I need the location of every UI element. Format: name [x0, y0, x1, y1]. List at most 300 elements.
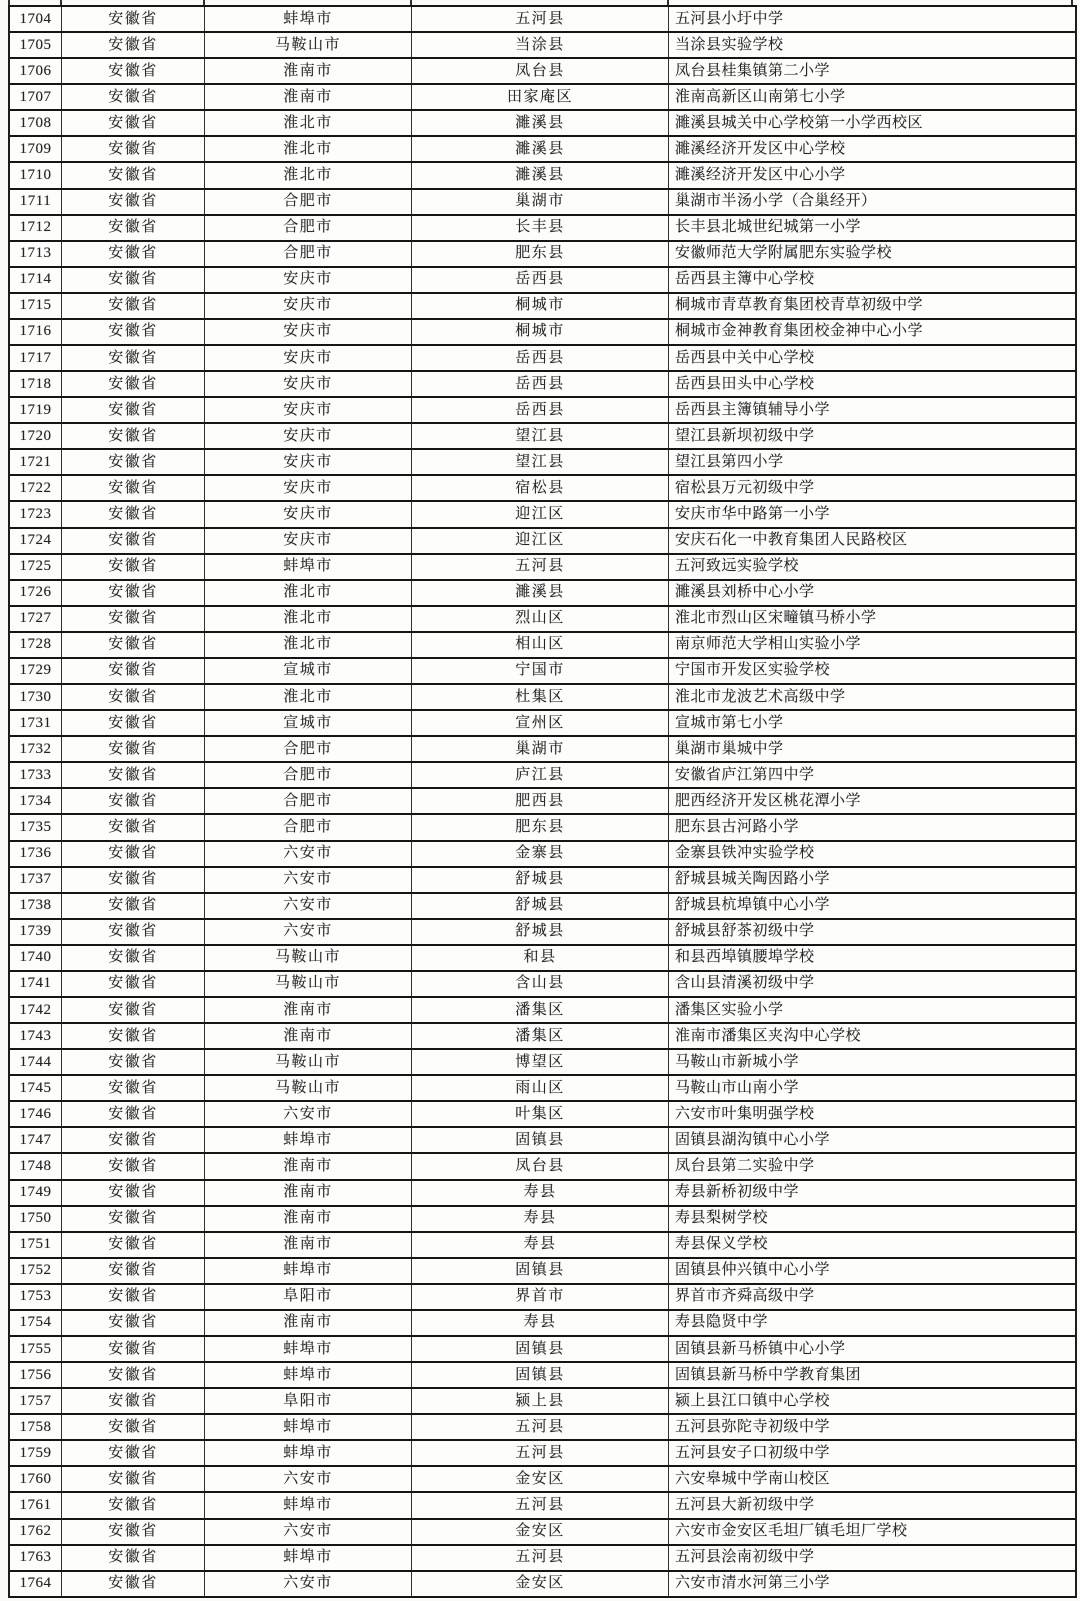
cell-province: 安徽省 — [62, 1467, 205, 1491]
cell-province: 安徽省 — [62, 1493, 205, 1517]
cell-number: 1760 — [10, 1467, 62, 1491]
cell-province: 安徽省 — [62, 1546, 205, 1570]
cell-province: 安徽省 — [62, 1181, 205, 1205]
table-row — [10, 1467, 1075, 1493]
cell-number: 1738 — [10, 894, 62, 918]
cell-city: 六安市 — [205, 1467, 412, 1491]
cell-county: 金安区 — [412, 1572, 669, 1596]
cell-school-name: 舒城县杭埠镇中心小学 — [675, 897, 831, 914]
cell-county: 庐江县 — [412, 763, 669, 787]
cell-county: 凤台县 — [412, 59, 669, 83]
cell-province: 安徽省 — [62, 1337, 205, 1361]
cell-city: 蚌埠市 — [205, 1337, 412, 1361]
cell-province: 安徽省 — [62, 424, 205, 448]
cell-school-name: 濉溪县刘桥中心小学 — [675, 584, 815, 601]
cell-county: 寿县 — [412, 1233, 669, 1257]
table-row — [10, 894, 1075, 920]
cell-county: 寿县 — [412, 1207, 669, 1231]
cell-city: 安庆市 — [205, 268, 412, 292]
cell-province: 安徽省 — [62, 607, 205, 631]
cell-province: 安徽省 — [62, 581, 205, 605]
cell-county: 长丰县 — [412, 216, 669, 240]
cell-county: 和县 — [412, 946, 669, 970]
cell-school-name: 寿县梨树学校 — [675, 1210, 769, 1227]
cell-province: 安徽省 — [62, 920, 205, 944]
cell-province: 安徽省 — [62, 1520, 205, 1544]
cell-school-name: 五河县小圩中学 — [675, 10, 784, 27]
table-row — [10, 998, 1075, 1024]
table-row — [10, 972, 1075, 998]
cell-city: 合肥市 — [205, 216, 412, 240]
cell-city: 蚌埠市 — [205, 1128, 412, 1152]
cell-province: 安徽省 — [62, 137, 205, 161]
cell-county: 五河县 — [412, 1546, 669, 1570]
table-row — [10, 529, 1075, 555]
table-row — [10, 1337, 1075, 1363]
cell-province: 安徽省 — [62, 868, 205, 892]
cell-number: 1736 — [10, 842, 62, 866]
cell-number: 1754 — [10, 1311, 62, 1335]
cell-city: 蚌埠市 — [205, 1259, 412, 1283]
cell-province: 安徽省 — [62, 163, 205, 187]
cell-city: 淮北市 — [205, 163, 412, 187]
cell-number: 1737 — [10, 868, 62, 892]
cell-number: 1742 — [10, 998, 62, 1022]
cell-province: 安徽省 — [62, 1363, 205, 1387]
cell-city: 安庆市 — [205, 398, 412, 422]
cell-county: 望江县 — [412, 424, 669, 448]
cell-county: 五河县 — [412, 1441, 669, 1465]
cell-city: 淮南市 — [205, 1311, 412, 1335]
cell-school-name: 马鞍山市山南小学 — [675, 1079, 800, 1096]
cell-school-name: 宁国市开发区实验学校 — [675, 662, 831, 679]
schools-table — [8, 5, 1077, 1598]
table-row — [10, 659, 1075, 685]
table-row — [10, 555, 1075, 581]
cell-school-name: 岳西县主簿中心学校 — [675, 271, 815, 288]
cell-number: 1749 — [10, 1181, 62, 1205]
cell-school-name: 当涂县实验学校 — [675, 36, 784, 53]
table-row — [10, 7, 1075, 33]
table-row — [10, 1181, 1075, 1207]
cell-number: 1704 — [10, 7, 62, 31]
table-row — [10, 268, 1075, 294]
cell-school-name: 巢湖市巢城中学 — [675, 740, 784, 757]
cell-province: 安徽省 — [62, 216, 205, 240]
cell-school-name: 舒城县城关陶因路小学 — [675, 871, 831, 888]
cell-county: 巢湖市 — [412, 190, 669, 214]
table-row — [10, 711, 1075, 737]
cell-number: 1720 — [10, 424, 62, 448]
cell-city: 六安市 — [205, 842, 412, 866]
cell-county: 桐城市 — [412, 320, 669, 344]
cell-number: 1721 — [10, 450, 62, 474]
cell-number: 1711 — [10, 190, 62, 214]
cell-number: 1741 — [10, 972, 62, 996]
cell-number: 1724 — [10, 529, 62, 553]
cell-school-name: 五河县大新初级中学 — [675, 1496, 815, 1513]
cell-school-name: 淮南市潘集区夹沟中心学校 — [675, 1027, 862, 1044]
cell-school-name: 颍上县江口镇中心学校 — [675, 1392, 831, 1409]
cell-county: 金寨县 — [412, 842, 669, 866]
table-row — [10, 1389, 1075, 1415]
cell-school-name: 潘集区实验小学 — [675, 1001, 784, 1018]
table-row — [10, 1076, 1075, 1102]
cell-number: 1725 — [10, 555, 62, 579]
cell-number: 1747 — [10, 1128, 62, 1152]
cell-school-name: 肥西经济开发区桃花潭小学 — [675, 792, 862, 809]
cell-city: 马鞍山市 — [205, 946, 412, 970]
cell-city: 蚌埠市 — [205, 555, 412, 579]
cell-county: 肥西县 — [412, 789, 669, 813]
cell-number: 1722 — [10, 476, 62, 500]
cell-county: 濉溪县 — [412, 137, 669, 161]
cell-county: 田家庵区 — [412, 85, 669, 109]
cell-province: 安徽省 — [62, 398, 205, 422]
cell-number: 1723 — [10, 502, 62, 526]
cell-county: 肥东县 — [412, 242, 669, 266]
table-row — [10, 1520, 1075, 1546]
cell-number: 1707 — [10, 85, 62, 109]
cell-city: 淮南市 — [205, 1233, 412, 1257]
cell-province: 安徽省 — [62, 502, 205, 526]
cell-province: 安徽省 — [62, 842, 205, 866]
table-row — [10, 242, 1075, 268]
cell-city: 淮北市 — [205, 137, 412, 161]
cell-province: 安徽省 — [62, 1207, 205, 1231]
cell-city: 安庆市 — [205, 372, 412, 396]
cell-county: 固镇县 — [412, 1337, 669, 1361]
cell-county: 宣州区 — [412, 711, 669, 735]
cell-number: 1709 — [10, 137, 62, 161]
cell-county: 潘集区 — [412, 1024, 669, 1048]
cell-province: 安徽省 — [62, 1102, 205, 1126]
cell-school-name: 桐城市金神教育集团校金神中心小学 — [675, 323, 924, 340]
cell-number: 1719 — [10, 398, 62, 422]
table-row — [10, 633, 1075, 659]
cell-school-name: 淮北市龙波艺术高级中学 — [675, 688, 846, 705]
cell-city: 蚌埠市 — [205, 1363, 412, 1387]
table-row — [10, 763, 1075, 789]
cell-school-name: 濉溪经济开发区中心小学 — [675, 167, 846, 183]
table-row — [10, 789, 1075, 815]
cell-school-name: 濉溪经济开发区中心学校 — [675, 140, 846, 157]
cell-province: 安徽省 — [62, 633, 205, 657]
cell-county: 岳西县 — [412, 268, 669, 292]
cell-school-name: 桐城市青草教育集团校青草初级中学 — [675, 297, 924, 314]
cell-city: 合肥市 — [205, 737, 412, 761]
cell-number: 1752 — [10, 1259, 62, 1283]
cell-number: 1756 — [10, 1363, 62, 1387]
cell-city: 六安市 — [205, 1102, 412, 1126]
cell-number: 1764 — [10, 1572, 62, 1596]
cell-city: 蚌埠市 — [205, 1441, 412, 1465]
cell-school-name: 固镇县新马桥中学教育集团 — [675, 1366, 862, 1383]
cell-school-name: 固镇县湖沟镇中心小学 — [675, 1131, 831, 1148]
cell-county: 相山区 — [412, 633, 669, 657]
table-row — [10, 1024, 1075, 1050]
cell-county: 博望区 — [412, 1050, 669, 1074]
cell-city: 安庆市 — [205, 424, 412, 448]
cell-school-name: 长丰县北城世纪城第一小学 — [675, 219, 862, 236]
cell-number: 1750 — [10, 1207, 62, 1231]
cell-city: 蚌埠市 — [205, 1546, 412, 1570]
cell-number: 1757 — [10, 1389, 62, 1413]
table-row — [10, 1572, 1075, 1598]
cell-province: 安徽省 — [62, 111, 205, 135]
cell-number: 1727 — [10, 607, 62, 631]
cell-school-name: 望江县新坝初级中学 — [675, 427, 815, 444]
cell-number: 1718 — [10, 372, 62, 396]
cell-province: 安徽省 — [62, 1050, 205, 1074]
cell-province: 安徽省 — [62, 659, 205, 683]
cell-number: 1740 — [10, 946, 62, 970]
cell-city: 宣城市 — [205, 659, 412, 683]
cell-number: 1743 — [10, 1024, 62, 1048]
table-row — [10, 398, 1075, 424]
cell-county: 界首市 — [412, 1285, 669, 1309]
cell-school-name: 宣城市第七小学 — [675, 714, 784, 731]
cell-school-name: 凤台县第二实验中学 — [675, 1157, 815, 1174]
table-row — [10, 1285, 1075, 1311]
cell-number: 1735 — [10, 815, 62, 839]
cell-number: 1714 — [10, 268, 62, 292]
cell-city: 安庆市 — [205, 502, 412, 526]
cell-province: 安徽省 — [62, 372, 205, 396]
table-row — [10, 450, 1075, 476]
cell-province: 安徽省 — [62, 1128, 205, 1152]
cell-school-name: 含山县清溪初级中学 — [675, 975, 815, 992]
cell-province: 安徽省 — [62, 1285, 205, 1309]
cell-province: 安徽省 — [62, 1154, 205, 1178]
cell-number: 1726 — [10, 581, 62, 605]
cell-county: 桐城市 — [412, 294, 669, 318]
cell-city: 六安市 — [205, 894, 412, 918]
cell-number: 1705 — [10, 33, 62, 57]
cell-school-name: 固镇县新马桥镇中心小学 — [675, 1340, 846, 1357]
cell-number: 1758 — [10, 1415, 62, 1439]
cell-county: 含山县 — [412, 972, 669, 996]
cell-province: 安徽省 — [62, 1311, 205, 1335]
cell-city: 淮南市 — [205, 1024, 412, 1048]
table-row — [10, 1546, 1075, 1572]
cell-number: 1712 — [10, 216, 62, 240]
cell-city: 淮南市 — [205, 85, 412, 109]
table-row — [10, 111, 1075, 137]
table-row — [10, 372, 1075, 398]
cell-number: 1761 — [10, 1493, 62, 1517]
cell-county: 肥东县 — [412, 815, 669, 839]
table-row — [10, 1050, 1075, 1076]
cell-school-name: 岳西县中关中心学校 — [675, 349, 815, 366]
cell-number: 1759 — [10, 1441, 62, 1465]
cell-province: 安徽省 — [62, 450, 205, 474]
cell-school-name: 和县西埠镇腰埠学校 — [675, 949, 815, 966]
cell-city: 六安市 — [205, 868, 412, 892]
cell-province: 安徽省 — [62, 1415, 205, 1439]
cell-province: 安徽省 — [62, 894, 205, 918]
cell-city: 宣城市 — [205, 711, 412, 735]
table-row — [10, 502, 1075, 528]
cell-city: 蚌埠市 — [205, 7, 412, 31]
cell-city: 淮南市 — [205, 998, 412, 1022]
table-row — [10, 137, 1075, 163]
cell-county: 当涂县 — [412, 33, 669, 57]
cell-city: 合肥市 — [205, 242, 412, 266]
table-row — [10, 842, 1075, 868]
cell-number: 1732 — [10, 737, 62, 761]
table-row — [10, 33, 1075, 59]
cell-county: 杜集区 — [412, 685, 669, 709]
cell-school-name: 肥东县古河路小学 — [675, 818, 800, 835]
cell-city: 淮北市 — [205, 111, 412, 135]
cell-city: 淮北市 — [205, 685, 412, 709]
cell-city: 马鞍山市 — [205, 972, 412, 996]
table-row — [10, 216, 1075, 242]
cell-number: 1763 — [10, 1546, 62, 1570]
cell-county: 岳西县 — [412, 398, 669, 422]
cell-number: 1729 — [10, 659, 62, 683]
cell-province: 安徽省 — [62, 737, 205, 761]
cell-school-name: 岳西县主簿镇辅导小学 — [675, 401, 831, 418]
cell-city: 安庆市 — [205, 346, 412, 370]
cell-county: 濉溪县 — [412, 111, 669, 135]
cell-city: 马鞍山市 — [205, 1050, 412, 1074]
cell-school-name: 六安市金安区毛坦厂镇毛坦厂学校 — [675, 1523, 908, 1540]
table-row — [10, 1154, 1075, 1180]
cell-province: 安徽省 — [62, 789, 205, 813]
cell-province: 安徽省 — [62, 294, 205, 318]
cell-city: 蚌埠市 — [205, 1415, 412, 1439]
cell-city: 淮南市 — [205, 1181, 412, 1205]
table-row — [10, 920, 1075, 946]
cell-number: 1739 — [10, 920, 62, 944]
cell-city: 淮南市 — [205, 59, 412, 83]
table-row — [10, 163, 1075, 189]
table-row — [10, 1233, 1075, 1259]
cell-county: 烈山区 — [412, 607, 669, 631]
cell-school-name: 安徽省庐江第四中学 — [675, 766, 815, 783]
cell-county: 舒城县 — [412, 894, 669, 918]
table-row — [10, 868, 1075, 894]
cell-province: 安徽省 — [62, 1572, 205, 1596]
table-row — [10, 1102, 1075, 1128]
cell-school-name: 岳西县田头中心学校 — [675, 375, 815, 392]
cell-number: 1746 — [10, 1102, 62, 1126]
cell-city: 阜阳市 — [205, 1389, 412, 1413]
cell-school-name: 濉溪县城关中心学校第一小学西校区 — [675, 114, 924, 131]
cell-school-name: 安庆石化一中教育集团人民路校区 — [675, 532, 908, 549]
cell-province: 安徽省 — [62, 685, 205, 709]
cell-city: 六安市 — [205, 920, 412, 944]
cell-county: 五河县 — [412, 1415, 669, 1439]
table-row — [10, 59, 1075, 85]
cell-province: 安徽省 — [62, 529, 205, 553]
cell-school-name: 巢湖市半汤小学（合巢经开） — [675, 193, 877, 210]
table-row — [10, 424, 1075, 450]
cell-city: 马鞍山市 — [205, 1076, 412, 1100]
cell-province: 安徽省 — [62, 1259, 205, 1283]
cell-number: 1755 — [10, 1337, 62, 1361]
cell-province: 安徽省 — [62, 946, 205, 970]
table-row — [10, 1259, 1075, 1285]
cell-number: 1751 — [10, 1233, 62, 1257]
table-row — [10, 685, 1075, 711]
table-row — [10, 1128, 1075, 1154]
cell-number: 1730 — [10, 685, 62, 709]
cell-county: 巢湖市 — [412, 737, 669, 761]
cell-county: 潘集区 — [412, 998, 669, 1022]
cell-province: 安徽省 — [62, 346, 205, 370]
cell-school-name: 界首市齐舜高级中学 — [675, 1288, 815, 1305]
cell-county: 舒城县 — [412, 868, 669, 892]
cell-province: 安徽省 — [62, 711, 205, 735]
cell-school-name: 六安市清水河第三小学 — [675, 1575, 831, 1592]
cell-city: 淮南市 — [205, 1207, 412, 1231]
cell-city: 安庆市 — [205, 320, 412, 344]
cell-province: 安徽省 — [62, 763, 205, 787]
cell-county: 金安区 — [412, 1520, 669, 1544]
cell-province: 安徽省 — [62, 242, 205, 266]
cell-county: 颍上县 — [412, 1389, 669, 1413]
cell-city: 安庆市 — [205, 476, 412, 500]
cell-province: 安徽省 — [62, 972, 205, 996]
table-row — [10, 294, 1075, 320]
cell-county: 寿县 — [412, 1181, 669, 1205]
cell-county: 宿松县 — [412, 476, 669, 500]
cell-number: 1715 — [10, 294, 62, 318]
cell-province: 安徽省 — [62, 33, 205, 57]
cell-city: 六安市 — [205, 1520, 412, 1544]
cell-province: 安徽省 — [62, 815, 205, 839]
table-row — [10, 1207, 1075, 1233]
cell-number: 1710 — [10, 163, 62, 187]
cell-school-name: 五河县安子口初级中学 — [675, 1444, 831, 1461]
cell-school-name: 五河县弥陀寺初级中学 — [675, 1418, 831, 1435]
cell-county: 迎江区 — [412, 529, 669, 553]
cell-number: 1762 — [10, 1520, 62, 1544]
cell-school-name: 五河县浍南初级中学 — [675, 1549, 815, 1566]
table-row — [10, 737, 1075, 763]
cell-number: 1706 — [10, 59, 62, 83]
table-row — [10, 190, 1075, 216]
cell-city: 六安市 — [205, 1572, 412, 1596]
cell-county: 望江县 — [412, 450, 669, 474]
cell-school-name: 马鞍山市新城小学 — [675, 1053, 800, 1070]
cell-school-name: 五河致远实验学校 — [675, 558, 800, 575]
cell-county: 濉溪县 — [412, 163, 669, 187]
cell-province: 安徽省 — [62, 1233, 205, 1257]
table-row — [10, 581, 1075, 607]
cell-county: 固镇县 — [412, 1128, 669, 1152]
cell-school-name: 凤台县桂集镇第二小学 — [675, 62, 831, 79]
cell-city: 淮北市 — [205, 607, 412, 631]
cell-county: 寿县 — [412, 1311, 669, 1335]
cell-school-name: 南京师范大学相山实验小学 — [675, 636, 862, 653]
cell-school-name: 寿县新桥初级中学 — [675, 1184, 800, 1201]
table-row — [10, 815, 1075, 841]
cell-city: 合肥市 — [205, 815, 412, 839]
cell-city: 阜阳市 — [205, 1285, 412, 1309]
cell-number: 1734 — [10, 789, 62, 813]
cell-school-name: 固镇县仲兴镇中心小学 — [675, 1262, 831, 1279]
cell-city: 合肥市 — [205, 789, 412, 813]
cell-county: 舒城县 — [412, 920, 669, 944]
cell-city: 安庆市 — [205, 294, 412, 318]
cell-number: 1733 — [10, 763, 62, 787]
table-row — [10, 1441, 1075, 1467]
cell-province: 安徽省 — [62, 1024, 205, 1048]
